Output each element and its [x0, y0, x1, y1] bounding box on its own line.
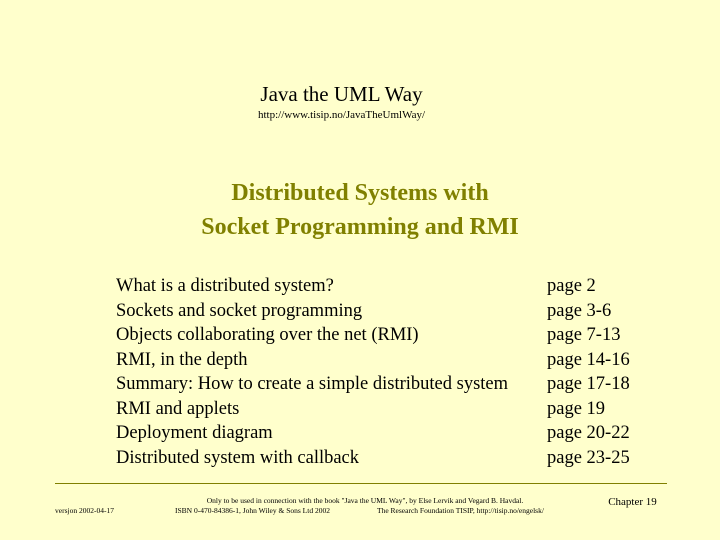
footer-publisher: The Research Foundation TISIP, http://tisip.no/engelsk/ — [377, 506, 544, 515]
toc-topic: RMI and applets — [116, 398, 240, 419]
book-title: Java the UML Way — [260, 82, 423, 106]
toc-page: page 19 — [547, 398, 606, 419]
toc-topic: Distributed system with callback — [116, 447, 360, 468]
toc-page: page 2 — [547, 276, 596, 296]
toc-row — [116, 323, 676, 348]
table-of-contents — [116, 274, 676, 470]
toc-topic: RMI, in the depth — [116, 349, 248, 370]
toc-page: page 20-22 — [547, 423, 630, 443]
toc-row — [116, 421, 676, 446]
toc-page: page 3-6 — [547, 300, 612, 321]
toc-row — [116, 348, 676, 373]
toc-row — [116, 397, 676, 422]
toc-row — [116, 299, 676, 324]
toc-topic: What is a distributed system? — [116, 276, 334, 296]
chapter-label: Chapter 19 — [608, 496, 657, 508]
toc-page: page 14-16 — [547, 349, 630, 370]
toc-row — [116, 446, 676, 471]
toc-page: page 23-25 — [547, 447, 630, 468]
toc-page: page 17-18 — [547, 374, 630, 394]
toc-topic: Deployment diagram — [116, 423, 273, 443]
footer-version: versjon 2002-04-17 — [55, 506, 114, 515]
footer-isbn: ISBN 0-470-84386-1, John Wiley & Sons Ltd 2002 — [175, 506, 330, 515]
toc-topic: Sockets and socket programming — [116, 300, 363, 321]
toc-page: page 7-13 — [547, 325, 621, 345]
slide-title-line-2: Socket Programming and RMI — [201, 214, 519, 240]
footer-divider — [55, 483, 667, 484]
book-url[interactable]: http://www.tisip.no/JavaTheUmlWay/ — [257, 109, 426, 121]
toc-row — [116, 372, 676, 397]
footer-notice: Only to be used in connection with the book "Java the UML Way", by Else Lervik and Vegard B. Havdal. — [206, 496, 524, 505]
slide-title-line-1: Distributed Systems with — [231, 180, 489, 206]
toc-row — [116, 274, 676, 299]
toc-topic: Summary: How to create a simple distributed system — [116, 374, 509, 394]
toc-topic: Objects collaborating over the net (RMI) — [116, 325, 419, 345]
slide-title — [0, 176, 720, 244]
